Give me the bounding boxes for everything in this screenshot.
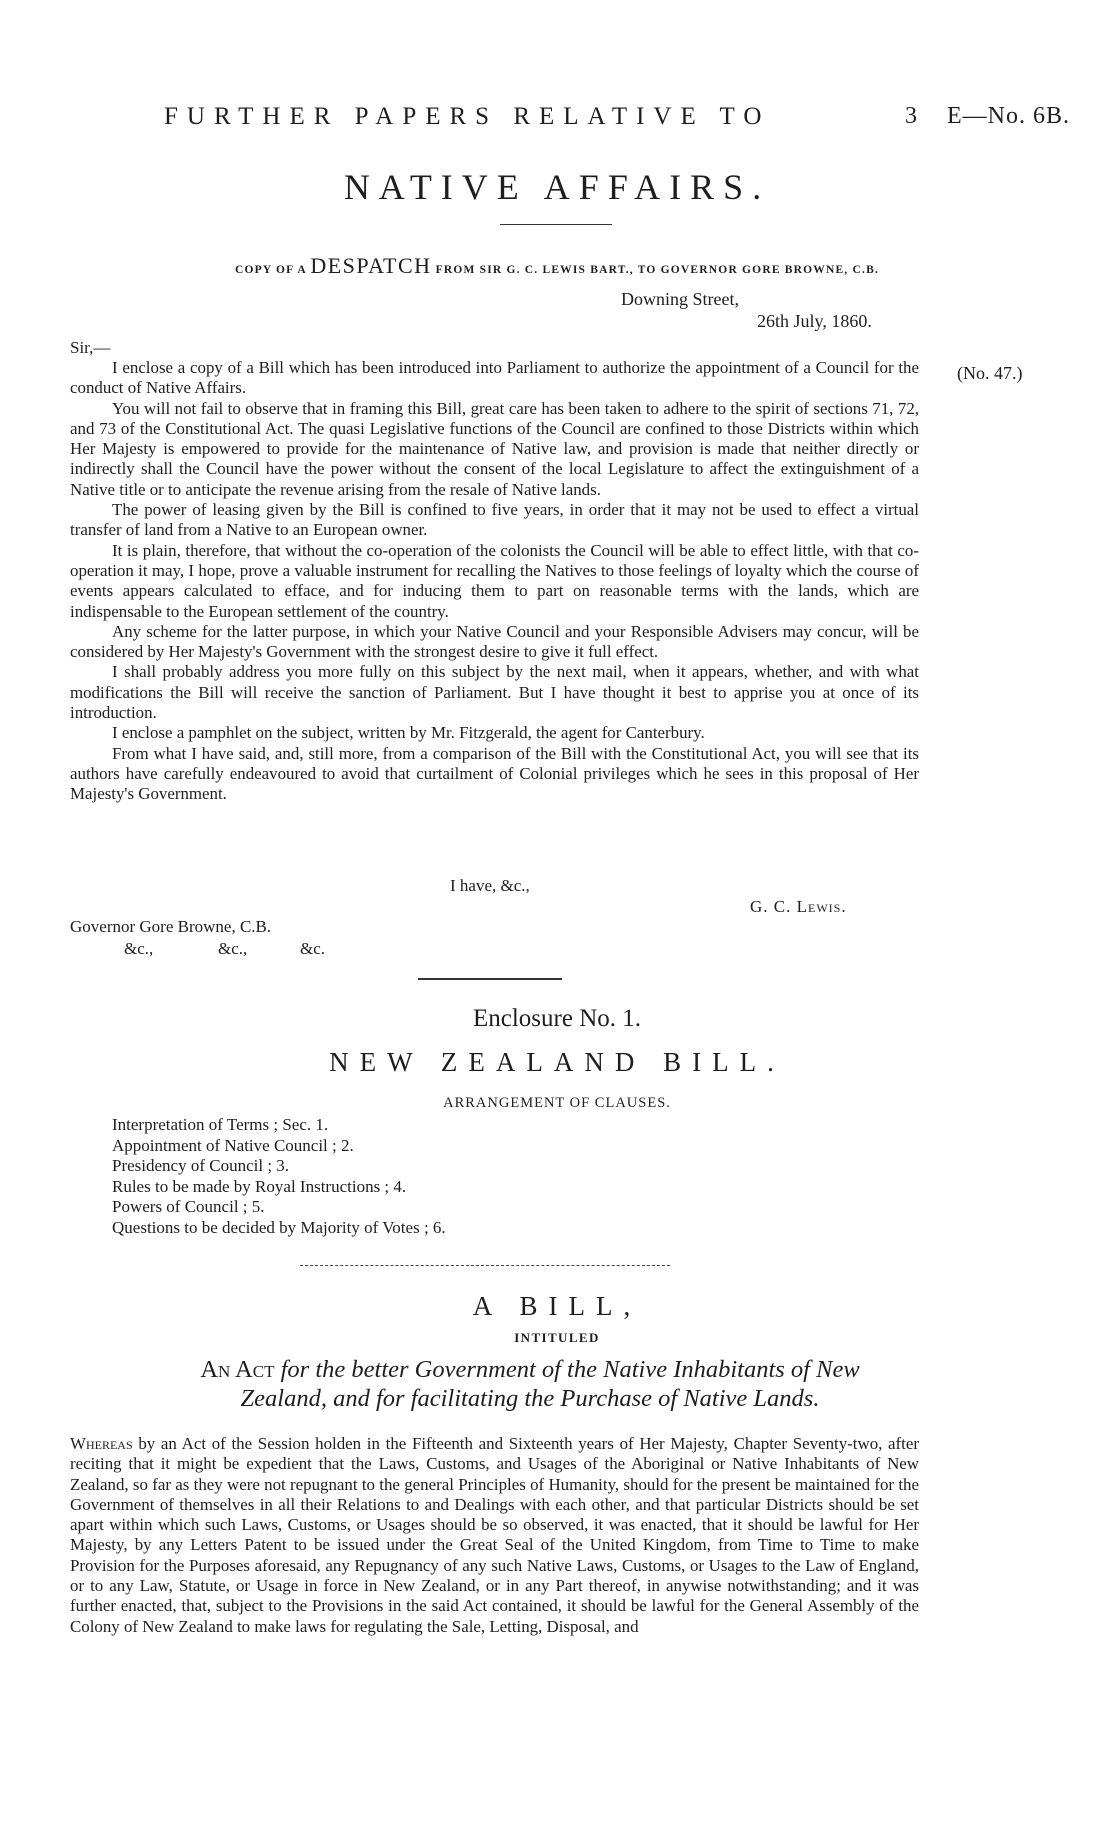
despatch-date: 26th July, 1860.	[757, 311, 872, 331]
clause-item: Interpretation of Terms ; Sec. 1.	[112, 1115, 329, 1134]
signature: G. C. Lewis.	[750, 897, 847, 916]
clause-item: Presidency of Council ; 3.	[112, 1156, 290, 1175]
whereas-word: Whereas	[70, 1434, 133, 1453]
clause-item: Rules to be made by Royal Instructions ; 4.	[112, 1176, 407, 1196]
clause-item: Powers of Council ; 5.	[112, 1197, 265, 1216]
clause-item: Appointment of Native Council ; 2.	[112, 1135, 354, 1155]
despatch-paragraph: I shall probably address you more fully on this subject by the next mail, when it appears, whether, and with what modifications the Bill will receive the sanction of Parliament. But I have thought it best to apprise you at once of its introduction.	[70, 662, 919, 723]
despatch-body	[70, 358, 919, 805]
intituled-label: INTITULED	[514, 1330, 600, 1345]
main-title: NATIVE AFFAIRS.	[343, 167, 771, 207]
act-title	[80, 1355, 980, 1413]
etc-2: &c.,	[218, 939, 248, 958]
addressee: Governor Gore Browne, C.B.	[70, 917, 272, 936]
whereas-text: by an Act of the Session holden in the Fifteenth and Sixteenth years of Her Majesty, Chapter Seventy-two, after reciting that it might be expedient that the Laws, Customs, and Usages of the Aboriginal or Native Inhabitants of New Zealand, so far as they were not repugnant to the general Principles of Humanity, should for the present be maintained for the Government of themselves in all their Relations to and Dealings with each other, and that particular Districts should be set apart within which such Laws, Customs, or Usages should be so observed, it was enacted, that it should be lawful for Her Majesty, by any Letters Patent to be issued under the Great Seal of the United Kingdom, from Time to Time to make Provision for the Purposes aforesaid, any Repugnancy of any such Native Laws, Customs, or Usages to the Law of England, or to any Law, Statute, or Usage in force in New Zealand, or in any Part thereof, in anywise notwithstanding; and it was further enacted, that, subject to the Provisions in the said Act contained, it should be lawful for the General Assembly of the Colony of New Zealand to make laws for regulating the Sale, Letting, Disposal, and	[70, 1434, 919, 1636]
despatch-heading-pre: COPY OF A	[234, 264, 307, 276]
despatch-paragraph: From what I have said, and, still more, from a comparison of the Bill with the Constitutional Act, you will see that its authors have carefully endeavoured to avoid that curtailment of Colonial privileges which he sees in this proposal of Her Majesty's Government.	[70, 743, 919, 804]
act-word: An Act	[200, 1356, 275, 1383]
despatch-paragraph: The power of leasing given by the Bill is confined to five years, in order that it may not be used to effect a virtual transfer of land from a Native to an European owner.	[70, 500, 919, 540]
despatch-heading-post: FROM SIR G. C. LEWIS BART., TO GOVERNOR GORE BROWNE, C.B.	[435, 264, 880, 276]
arrangement-heading: ARRANGEMENT OF CLAUSES.	[443, 1095, 671, 1111]
page-number: 3	[905, 103, 917, 129]
despatch-heading-big: DESPATCH	[310, 253, 432, 278]
act-title-text-1: for the better Government of the Native Inhabitants of New	[280, 1356, 860, 1383]
despatch-paragraph: You will not fail to observe that in framing this Bill, great care has been taken to adhere to the spirit of sections 71, 72, and 73 of the Constitutional Act. The quasi Legislative functions of the Council are confined to those Districts within which Her Majesty is empowered to provide for the maintenance of Native law, and provision is made that neither directly or indirectly shall the Council have the power without the consent of the local Legislature to affect the extinguishment of a Native title or to anticipate the revenue arising from the resale of Native lands.	[70, 398, 919, 499]
margin-note: (No. 47.)	[957, 363, 1023, 383]
section-rule	[418, 978, 562, 980]
etc-1: &c.,	[124, 939, 154, 958]
enclosure-title: Enclosure No. 1.	[472, 1005, 642, 1032]
clause-item: Questions to be decided by Majority of Votes ; 6.	[112, 1217, 446, 1237]
despatch-heading	[0, 253, 1114, 279]
title-rule	[500, 224, 612, 225]
bill-name: NEW ZEALAND BILL.	[329, 1047, 785, 1077]
despatch-paragraph: It is plain, therefore, that without the co-operation of the colonists the Council will be able to effect little, with that co-operation it may, I hope, prove a valuable instrument for recalling the Natives to those feelings of loyalty which the course of events appears calculated to efface, and for inducing them to part on reasonable terms with the lands, which are indispensable to the European settlement of the country.	[70, 540, 919, 621]
running-header-title: FURTHER PAPERS RELATIVE TO	[164, 103, 771, 130]
clauses-list	[112, 1115, 446, 1238]
despatch-paragraph: I enclose a pamphlet on the subject, written by Mr. Fitzgerald, the agent for Canterbury.	[112, 723, 705, 743]
act-title-line-1	[80, 1355, 980, 1384]
whereas-paragraph	[70, 1434, 919, 1637]
dashed-rule	[300, 1265, 670, 1266]
bill-heading: A BILL,	[472, 1291, 642, 1321]
despatch-paragraph: Any scheme for the latter purpose, in which your Native Council and your Responsible Advisers may concur, will be considered by Her Majesty's Government with the strongest desire to give it full effect.	[70, 621, 919, 662]
etc-3: &c.	[300, 939, 326, 958]
closing-line: I have, &c.,	[450, 876, 530, 895]
despatch-salutation: Sir,—	[70, 338, 111, 357]
despatch-place: Downing Street,	[621, 289, 739, 309]
act-title-line-2: Zealand, and for facilitating the Purchase of Native Lands.	[240, 1385, 820, 1412]
despatch-paragraph: I enclose a copy of a Bill which has been introduced into Parliament to authorize the appointment of a Council for the conduct of Native Affairs.	[70, 358, 919, 398]
document-reference: E—No. 6B.	[947, 103, 1070, 129]
